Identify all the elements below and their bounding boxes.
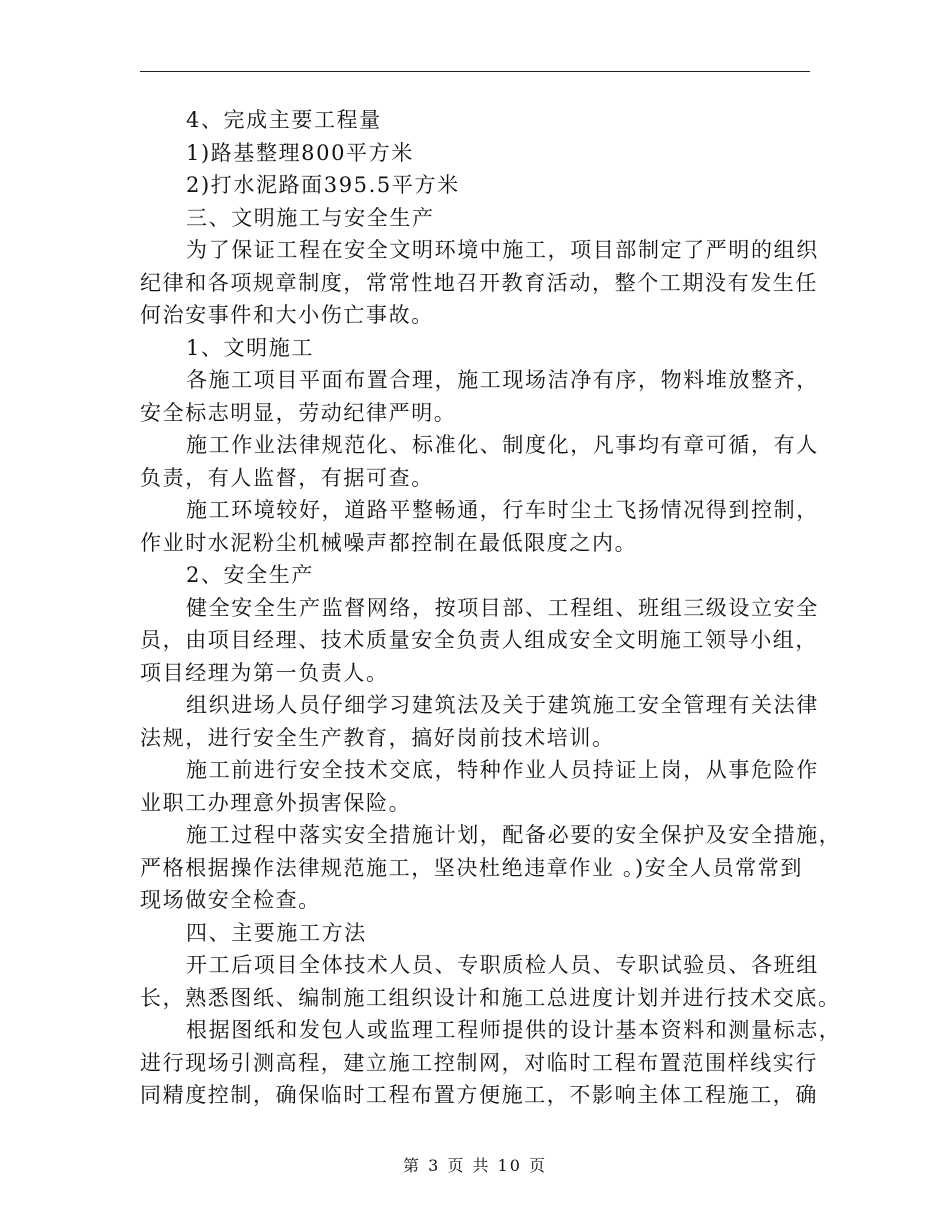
body-line: 4、完成主要工程量 <box>186 108 382 132</box>
document-body <box>140 104 842 1112</box>
body-line: 法规，进行安全生产教育，搞好岗前技术培训。 <box>140 725 615 750</box>
body-line: 1、文明施工 <box>186 335 314 360</box>
body-line: 项目经理为第一负责人。 <box>140 660 389 685</box>
body-line: 开工后项目全体技术人员、专职质检人员、专职试验员、各班组 <box>186 953 819 977</box>
body-line: 进行现场引测高程，建立施工控制网，对临时工程布置范围样线实行 <box>140 1050 818 1075</box>
body-line: 四、主要施工方法 <box>186 920 367 945</box>
body-line: 施工环境较好，道路平整畅通，行车时尘土飞扬情况得到控制， <box>186 498 819 522</box>
page-footer: 第 3 页 共 10 页 <box>403 1156 547 1175</box>
body-line: 施工过程中落实安全措施计划，配备必要的安全保护及安全措施， <box>186 823 842 847</box>
body-line: 作业时水泥粉尘机械噪声都控制在最低限度之内。 <box>140 530 638 555</box>
body-line: 现场做安全检查。 <box>140 888 321 912</box>
body-line: 施工前进行安全技术交底，特种作业人员持证上岗，从事危险作 <box>186 758 819 782</box>
body-line: 健全安全生产监督网络，按项目部、工程组、班组三级设立安全 <box>186 595 819 620</box>
body-line: 安全标志明显，劳动纪律严明。 <box>140 400 457 425</box>
body-line: 组织进场人员仔细学习建筑法及关于建筑施工安全管理有关法律 <box>186 693 819 717</box>
body-line: 同精度控制，确保临时工程布置方便施工，不影响主体工程施工，确 <box>140 1083 818 1107</box>
body-line: 负责，有人监督，有据可查。 <box>140 465 434 490</box>
body-line: 为了保证工程在安全文明环境中施工，项目部制定了严明的组织 <box>186 238 819 262</box>
body-line: 施工作业法律规范化、标准化、制度化，凡事均有章可循，有人 <box>186 433 819 457</box>
body-line: 1)路基整理800平方米 <box>186 140 414 165</box>
body-line: 根据图纸和发包人或监理工程师提供的设计基本资料和测量标志， <box>186 1018 842 1042</box>
body-line: 各施工项目平面布置合理，施工现场洁净有序，物料堆放整齐， <box>186 368 819 392</box>
body-line: 三、文明施工与安全生产 <box>186 205 435 230</box>
body-line: 何治安事件和大小伤亡事故。 <box>140 303 434 327</box>
header-rule <box>140 71 810 72</box>
body-line: 2)打水泥路面395.5平方米 <box>186 173 460 197</box>
body-line: 严格根据操作法律规范施工，坚决杜绝违章作业 。)安全人员常常到 <box>140 855 803 880</box>
body-line: 业职工办理意外损害保险。 <box>140 790 412 815</box>
body-line: 员，由项目经理、技术质量安全负责人组成安全文明施工领导小组， <box>140 628 818 652</box>
body-line: 2、安全生产 <box>186 563 314 587</box>
body-line: 纪律和各项规章制度，常常性地召开教育活动，整个工期没有发生任 <box>140 270 818 295</box>
body-line: 长，熟悉图纸、编制施工组织设计和施工总进度计划并进行技术交底。 <box>140 985 841 1010</box>
